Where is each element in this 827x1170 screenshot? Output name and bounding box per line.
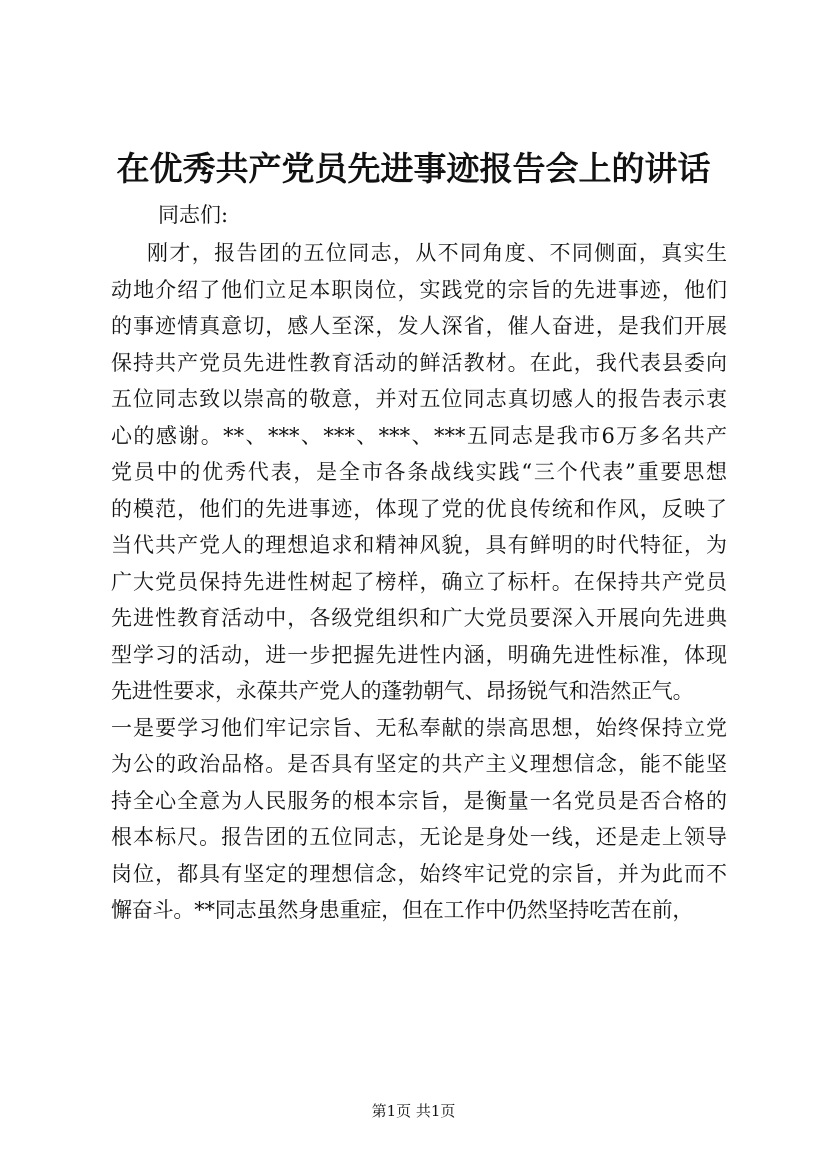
text-line: 持全心全意为人民服务的根本宗旨，是衡量一名党员是否合格的: [111, 788, 727, 813]
text-line: 一是要学习他们牢记宗旨、无私奉献的崇高思想，始终保持立党: [111, 715, 727, 740]
greeting: 同志们:: [158, 203, 229, 227]
text-line: 的模范，他们的先进事迹，体现了党的优良传统和作风，反映了: [111, 496, 727, 521]
text-line: 岗位，都具有坚定的理想信念，始终牢记党的宗旨，并为此而不: [111, 861, 727, 886]
text-line: 五位同志致以崇高的敬意，并对五位同志真切感人的报告表示衷: [111, 387, 727, 411]
document-title: 在优秀共产党员先进事迹报告会上的讲话: [116, 149, 711, 188]
text-line: 刚才，报告团的五位同志，从不同角度、不同侧面，真实生: [147, 241, 727, 265]
text-line: 型学习的活动，进一步把握先进性内涵，明确先进性标准，体现: [111, 642, 727, 667]
text-line: 当代共产党人的理想追求和精神风貌，具有鲜明的时代特征，为: [111, 533, 727, 557]
text-line: 动地介绍了他们立足本职岗位，实践党的宗旨的先进事迹，他们: [111, 277, 727, 302]
text-line: 为公的政治品格。是否具有坚定的共产主义理想信念，能不能坚: [111, 752, 727, 776]
text-line: 保持共产党员先进性教育活动的鲜活教材。在此，我代表县委向: [111, 350, 727, 375]
text-line: 心的感谢。**、***、***、***、***五同志是我市6万多名共产: [111, 423, 727, 448]
text-line: 先进性教育活动中，各级党组织和广大党员要深入开展向先进典: [111, 606, 727, 630]
text-line: 的事迹情真意切，感人至深，发人深省，催人奋进，是我们开展: [111, 314, 727, 338]
text-line: 先进性要求，永葆共产党人的蓬勃朝气、昂扬锐气和浩然正气。: [111, 679, 694, 703]
body-paragraph: [111, 235, 727, 929]
page-footer: 第1页 共1页: [371, 1102, 456, 1120]
text-line: 党员中的优秀代表，是全市各条战线实践“三个代表”重要思想: [111, 460, 727, 484]
text-line: 懈奋斗。**同志虽然身患重症，但在工作中仍然坚持吃苦在前，: [111, 898, 694, 922]
text-line: 广大党员保持先进性树起了榜样，确立了标杆。在保持共产党员: [111, 569, 727, 594]
text-line: 根本标尺。报告团的五位同志，无论是身处一线，还是走上领导: [111, 825, 727, 849]
